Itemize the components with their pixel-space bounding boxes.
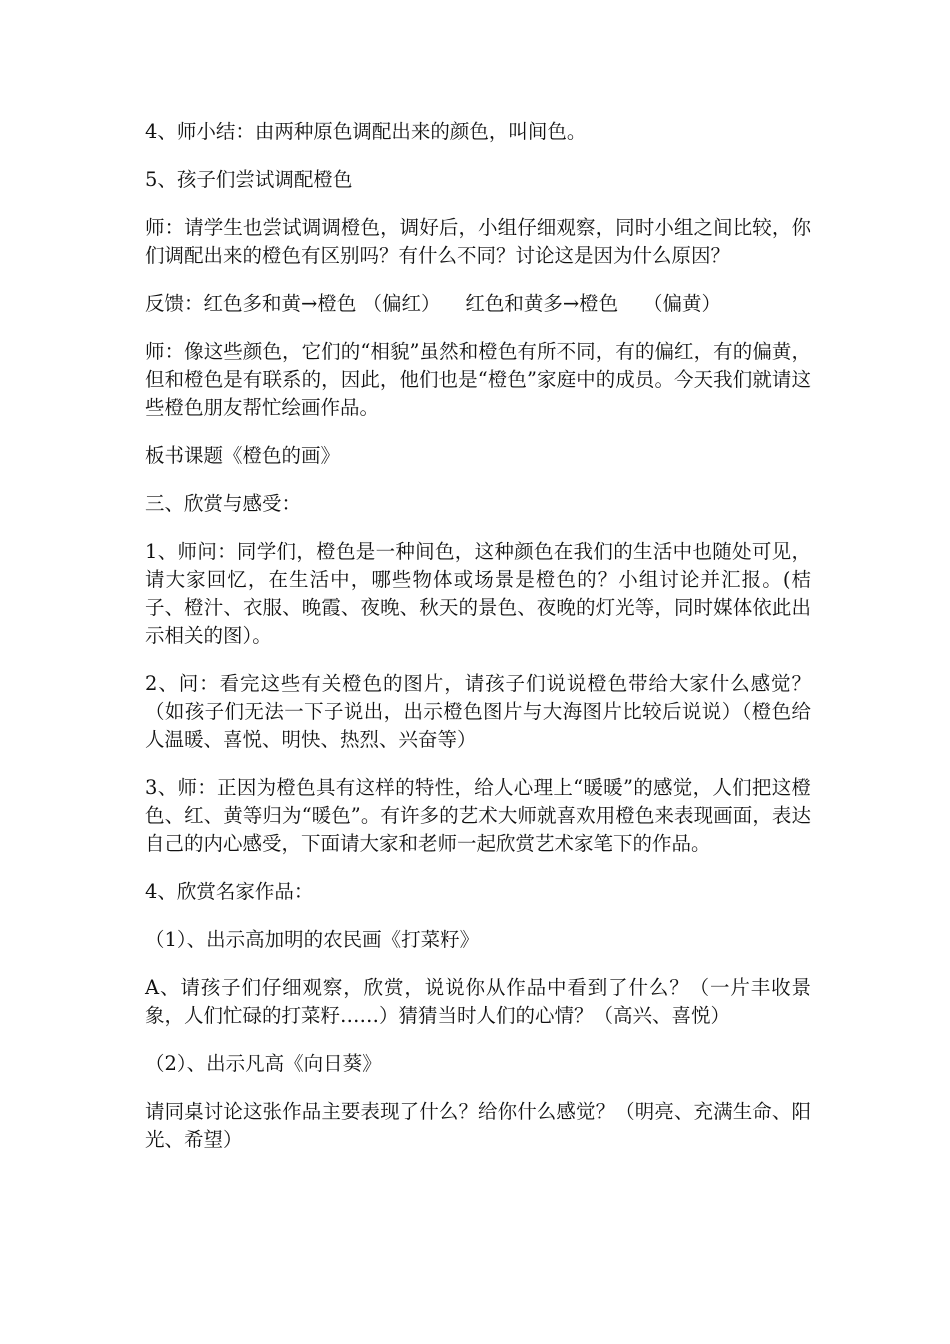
paragraph-board-title: 板书课题《橙色的画》 xyxy=(145,444,341,467)
paragraph-summary: 4、师小结：由两种原色调配出来的颜色，叫间色。 xyxy=(145,120,587,143)
paragraph-teacher-instruction: 师：请学生也尝试调调橙色，调好后，小组仔细观察，同时小组之间比较，你们调配出来的橙色有区别吗？有什么不同？讨论这是因为什么原因？ xyxy=(145,216,811,267)
paragraph-artwork-2-discussion: 请同桌讨论这张作品主要表现了什么？给你什么感觉？（明亮、充满生命、阳光、希望） xyxy=(145,1100,811,1151)
paragraph-artwork-1: （1）、出示高加明的农民画《打菜籽》 xyxy=(145,928,480,951)
paragraph-step-4-heading: 4、欣赏名家作品： xyxy=(145,880,314,903)
paragraph-step-5-heading: 5、孩子们尝试调配橙色 xyxy=(145,168,353,191)
paragraph-question-3: 3、师：正因为橙色具有这样的特性，给人心理上“暖暖”的感觉，人们把这橙色、红、黄等归为“暖色”。有许多的艺术大师就喜欢用橙色来表现画面，表达自己的内心感受，下面请大家和老师一起欣赏艺术家笔下的作品。 xyxy=(145,776,811,855)
paragraph-artwork-1-discussion: A、请孩子们仔细观察，欣赏，说说你从作品中看到了什么？（一片丰收景象，人们忙碌的打菜籽……）猜猜当时人们的心情？（高兴、喜悦） xyxy=(145,976,811,1027)
document-page xyxy=(145,118,811,1174)
paragraph-question-1: 1、师问：同学们，橙色是一种间色，这种颜色在我们的生活中也随处可见，请大家回忆，在生活中，哪些物体或场景是橙色的？小组讨论并汇报。(桔子、橙汁、衣服、晚霞、夜晚、秋天的景色、夜晚的灯光等，同时媒体依此出示相关的图）。 xyxy=(145,540,811,647)
paragraph-feedback: 反馈：红色多和黄→橙色 （偏红） 红色和黄多→橙色 （偏黄） xyxy=(145,292,721,315)
paragraph-teacher-explanation: 师：像这些颜色，它们的“相貌”虽然和橙色有所不同，有的偏红，有的偏黄，但和橙色是有联系的，因此，他们也是“橙色”家庭中的成员。今天我们就请这些橙色朋友帮忙绘画作品。 xyxy=(145,340,811,419)
paragraph-question-2: 2、问：看完这些有关橙色的图片，请孩子们说说橙色带给大家什么感觉？（如孩子们无法一下子说出，出示橙色图片与大海图片比较后说说）（橙色给人温暖、喜悦、明快、热烈、兴奋等） xyxy=(145,672,811,751)
section-heading-appreciation: 三、欣赏与感受： xyxy=(145,492,302,515)
paragraph-artwork-2: （2）、出示凡高《向日葵》 xyxy=(145,1052,382,1075)
